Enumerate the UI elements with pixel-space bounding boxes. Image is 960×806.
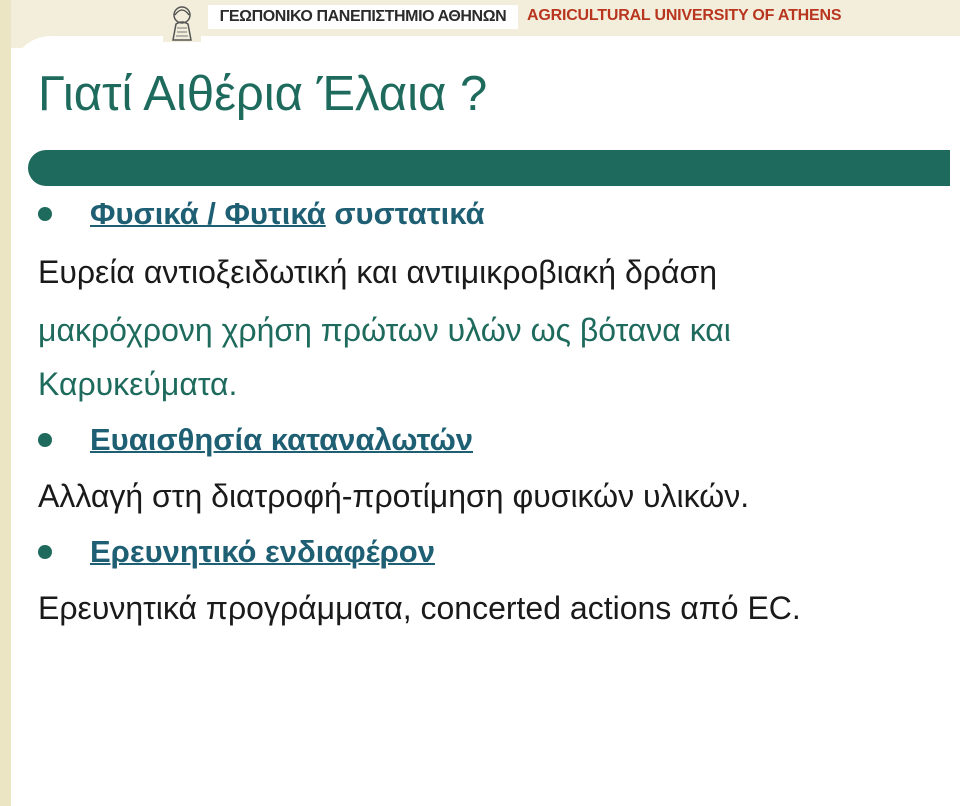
left-decor-strip <box>0 0 11 806</box>
university-name-greek: ΓΕΩΠΟΝΙΚΟ ΠΑΝΕΠΙΣΤΗΜΙΟ ΑΘΗΝΩΝ <box>219 8 507 25</box>
bullet-dot-icon <box>38 545 52 559</box>
section-research-interest <box>38 534 435 570</box>
bullet-dot-icon <box>38 207 52 221</box>
title-divider-bar <box>28 150 950 186</box>
body-text-line: Ερευνητικά προγράμματα, concerted actions από EC. <box>38 590 801 626</box>
section-heading-underlined: Ευαισθησία καταναλωτών <box>90 422 474 457</box>
university-header <box>0 0 960 46</box>
section-natural-ingredients <box>38 196 485 232</box>
body-text-line: Αλλαγή στη διατροφή-προτίμηση φυσικών υλικών. <box>38 478 750 514</box>
section-heading <box>90 196 485 232</box>
section-consumer-sensitivity <box>38 422 473 458</box>
section-heading <box>90 422 473 458</box>
university-name-english: AGRICULTURAL UNIVERSITY OF ATHENS <box>527 7 842 24</box>
section-heading-rest: συστατικά <box>325 196 485 231</box>
university-greek-box <box>208 5 518 29</box>
slide-title: Γιατί Αιθέρια Έλαια ? <box>38 67 488 121</box>
section-heading-underlined: Ερευνητικό ενδιαφέρον <box>90 534 435 569</box>
section-heading <box>90 534 435 570</box>
body-text-line: Ευρεία αντιοξειδωτική και αντιμικροβιακή δράση <box>38 254 718 290</box>
body-text-line: Καρυκεύματα. <box>38 366 238 402</box>
bullet-dot-icon <box>38 433 52 447</box>
section-heading-underlined: Φυσικά / Φυτικά <box>90 196 326 231</box>
university-seal-icon <box>163 2 201 42</box>
body-text-line: μακρόχρονη χρήση πρώτων υλών ως βότανα και <box>38 312 731 348</box>
